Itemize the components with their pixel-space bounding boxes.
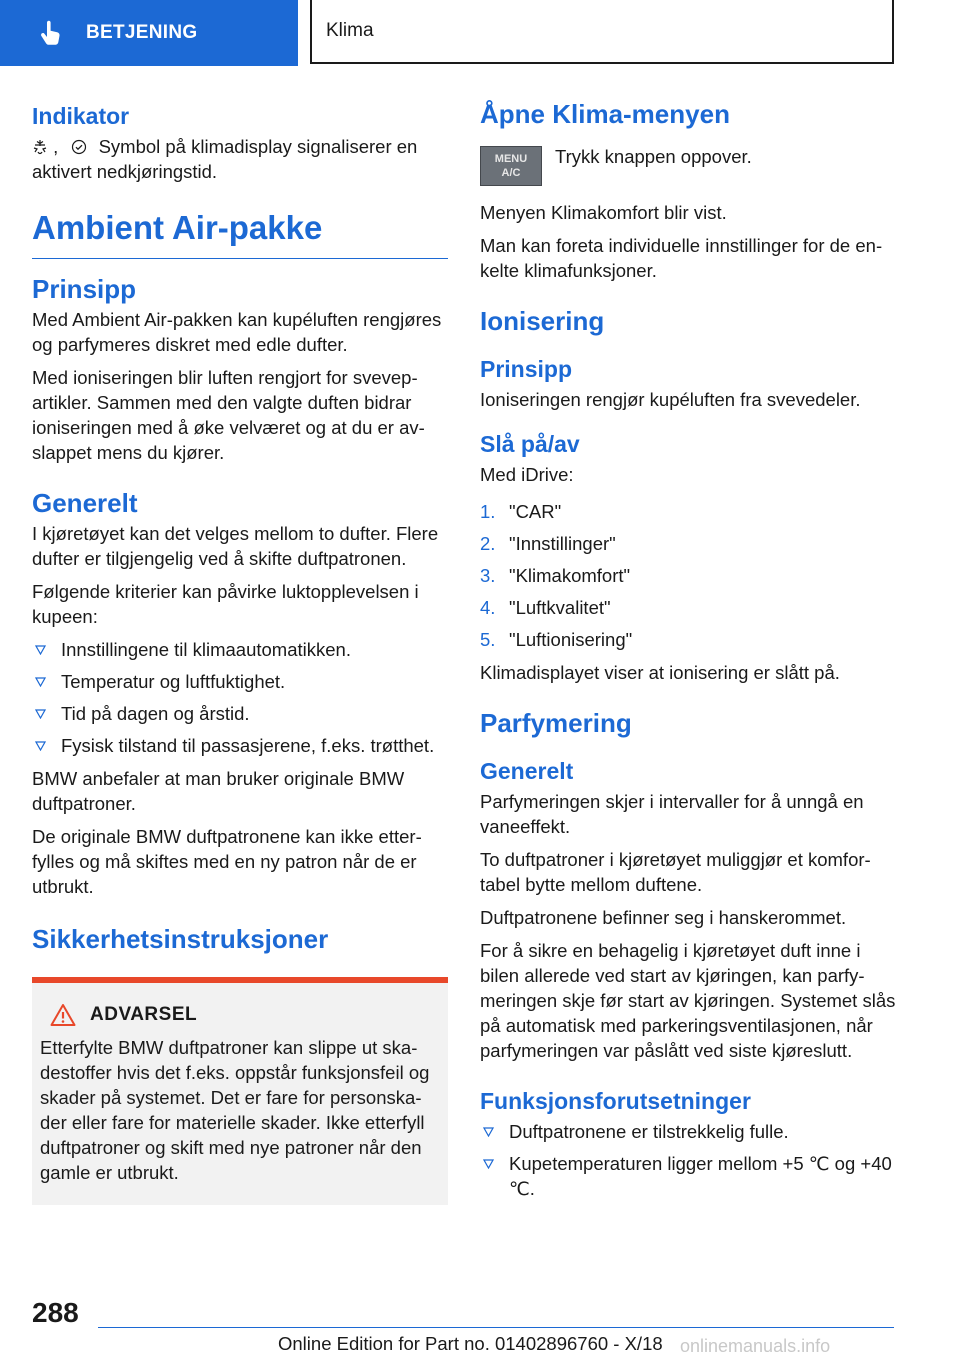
list-item: Temperatur og luftfuktighet. (32, 669, 448, 694)
warning-label: ADVARSEL (90, 1004, 198, 1025)
open-menu-paragraph-2: Man kan foreta individuelle innstillinger for de enkelte klimafunksjoner. (480, 235, 883, 281)
warning-text: Etterfylte BMW duftpatroner kan slippe ut skadestoffer hvis det f.eks. oppstår funksjonsfeil og skader på systemet. Det er fare for personskader eller fare for materielle skader. Ikke etterfyll duftpatroner og skift med nye patroner når den gamle er utbrukt. (40, 1037, 430, 1183)
triangle-bullet-icon (35, 741, 46, 751)
general-paragraph-1: I kjøretøyet kan det velges mellom to dufter. Flere dufter er tilgjengelig ved å skifte duftpatronen. (32, 523, 439, 569)
requirements-heading: Funksjonsforutsetninger (480, 1088, 751, 1114)
on-off-paragraph-1: Med iDrive: (480, 464, 574, 485)
principle-paragraph-2: Med ioniseringen blir luften rengjort for svevepartikler. Sammen med den valgte duften bidrar ioniseringen med å øke velværet og at du er avslappet mens du kjører. (32, 367, 425, 463)
principle-heading: Prinsipp (32, 274, 137, 304)
general-paragraph-3: BMW anbefaler at man bruker originale BMW duftpatroner. (32, 768, 405, 814)
menu-button-line-1: MENU (494, 153, 528, 165)
section-label: BETJENING (86, 22, 198, 43)
open-menu-heading: Åpne Klima-menyen (480, 99, 730, 129)
warning-triangle-icon (50, 1003, 76, 1027)
chapter-tab[interactable] (310, 0, 894, 64)
triangle-bullet-icon (35, 677, 46, 687)
general-paragraph-4: De originale BMW duftpatronene kan ikke etterfylles og må skiftes med en ny patron når de er utbrukt. (32, 826, 422, 897)
warning-box (32, 977, 448, 1205)
general-paragraph-2: Følgende kriterier kan påvirke luktopplevelsen i kupeen: (32, 581, 419, 627)
general-heading: Generelt (32, 488, 138, 518)
ionisation-principle-paragraph: Ioniseringen rengjør kupéluften fra svevedeler. (480, 389, 861, 410)
section-tab[interactable] (0, 0, 298, 66)
list-item: Duftpatronene er tilstrekkelig fulle. (480, 1119, 896, 1144)
perfuming-paragraph-1: Parfymeringen skjer i intervaller for å unngå en vaneeffekt. (480, 791, 864, 837)
clock-check-icon (71, 139, 87, 155)
indicator-text: Symbol på klimadisplay signaliserer en aktivert nedkjøringstid. (32, 136, 418, 182)
indicator-heading: Indikator (32, 103, 130, 129)
triangle-bullet-icon (483, 1127, 494, 1137)
perfuming-paragraph-2: To duftpatroner i kjøretøyet muliggjør et komfortabel bytte mellom duftene. (480, 849, 871, 895)
edition-text: Online Edition for Part no. 01402896760 - X/18 (278, 1333, 663, 1354)
triangle-bullet-icon (35, 645, 46, 655)
footer-divider (98, 1327, 894, 1328)
open-menu-paragraph-1: Menyen Klimakomfort blir vist. (480, 202, 727, 223)
perfuming-paragraph-4: For å sikre en behagelig i kjøretøyet duft inne i bilen allerede ved start av kjøringen, kan parfymeringen skje før start av kjøringen. Systemet slås på automatisk med parkeringsventilasjonen, når parfymeringen var påslått ved siste kjøreslutt. (480, 940, 896, 1061)
chapter-label: Klima (326, 20, 374, 41)
page-header (0, 0, 960, 66)
pointing-hand-icon (38, 20, 64, 46)
left-column (32, 96, 448, 1205)
fan-snowflake-icon (32, 139, 48, 155)
principle-paragraph-1: Med Ambient Air-pakken kan kupéluften rengjøres og parfymeres diskret med edle dufter. (32, 309, 442, 355)
triangle-bullet-icon (483, 1159, 494, 1169)
indicator-paragraph (32, 134, 448, 184)
open-menu-instruction: Trykk knappen oppover. (555, 146, 752, 167)
perfuming-paragraph-3: Duftpatronene befinner seg i hanskerommet. (480, 907, 847, 928)
menu-ac-button[interactable] (480, 146, 542, 186)
list-item: Fysisk tilstand til passasjerene, f.eks. trøtthet. (32, 733, 448, 758)
list-item: 4. "Luftkvalitet" (480, 597, 611, 618)
list-item: 1. "CAR" (480, 501, 562, 522)
ambient-air-heading: Ambient Air-pakke (32, 208, 448, 259)
criteria-list (32, 637, 448, 758)
page-number: 288 (32, 1297, 79, 1328)
list-item: Kupetemperaturen ligger mellom +5 ℃ og +40 ℃. (480, 1151, 896, 1201)
list-item: 2. "Innstillinger" (480, 533, 616, 554)
list-item: Innstillingene til klimaautomatikken. (32, 637, 448, 662)
perfuming-heading: Parfymering (480, 708, 632, 738)
on-off-paragraph-2: Klimadisplayet viser at ionisering er slått på. (480, 662, 840, 683)
triangle-bullet-icon (35, 709, 46, 719)
requirements-list (480, 1119, 896, 1201)
idrive-steps-list (480, 499, 896, 652)
menu-button-line-2: A/C (501, 167, 521, 179)
safety-heading: Sikkerhetsinstruksjoner (32, 924, 329, 954)
perfuming-general-heading: Generelt (480, 758, 574, 784)
ionisation-heading: Ionisering (480, 306, 605, 336)
warning-title (44, 1003, 440, 1027)
ionisation-principle-heading: Prinsipp (480, 356, 573, 382)
list-item: 5. "Luftionisering" (480, 629, 633, 650)
right-column (480, 96, 896, 1209)
list-item: Tid på dagen og årstid. (32, 701, 448, 726)
menu-instruction-row (480, 144, 896, 186)
indicator-separator: , (53, 136, 59, 157)
on-off-heading: Slå på/av (480, 431, 580, 457)
watermark-text: onlinemanuals.info (680, 1336, 831, 1356)
list-item: 3. "Klimakomfort" (480, 565, 631, 586)
